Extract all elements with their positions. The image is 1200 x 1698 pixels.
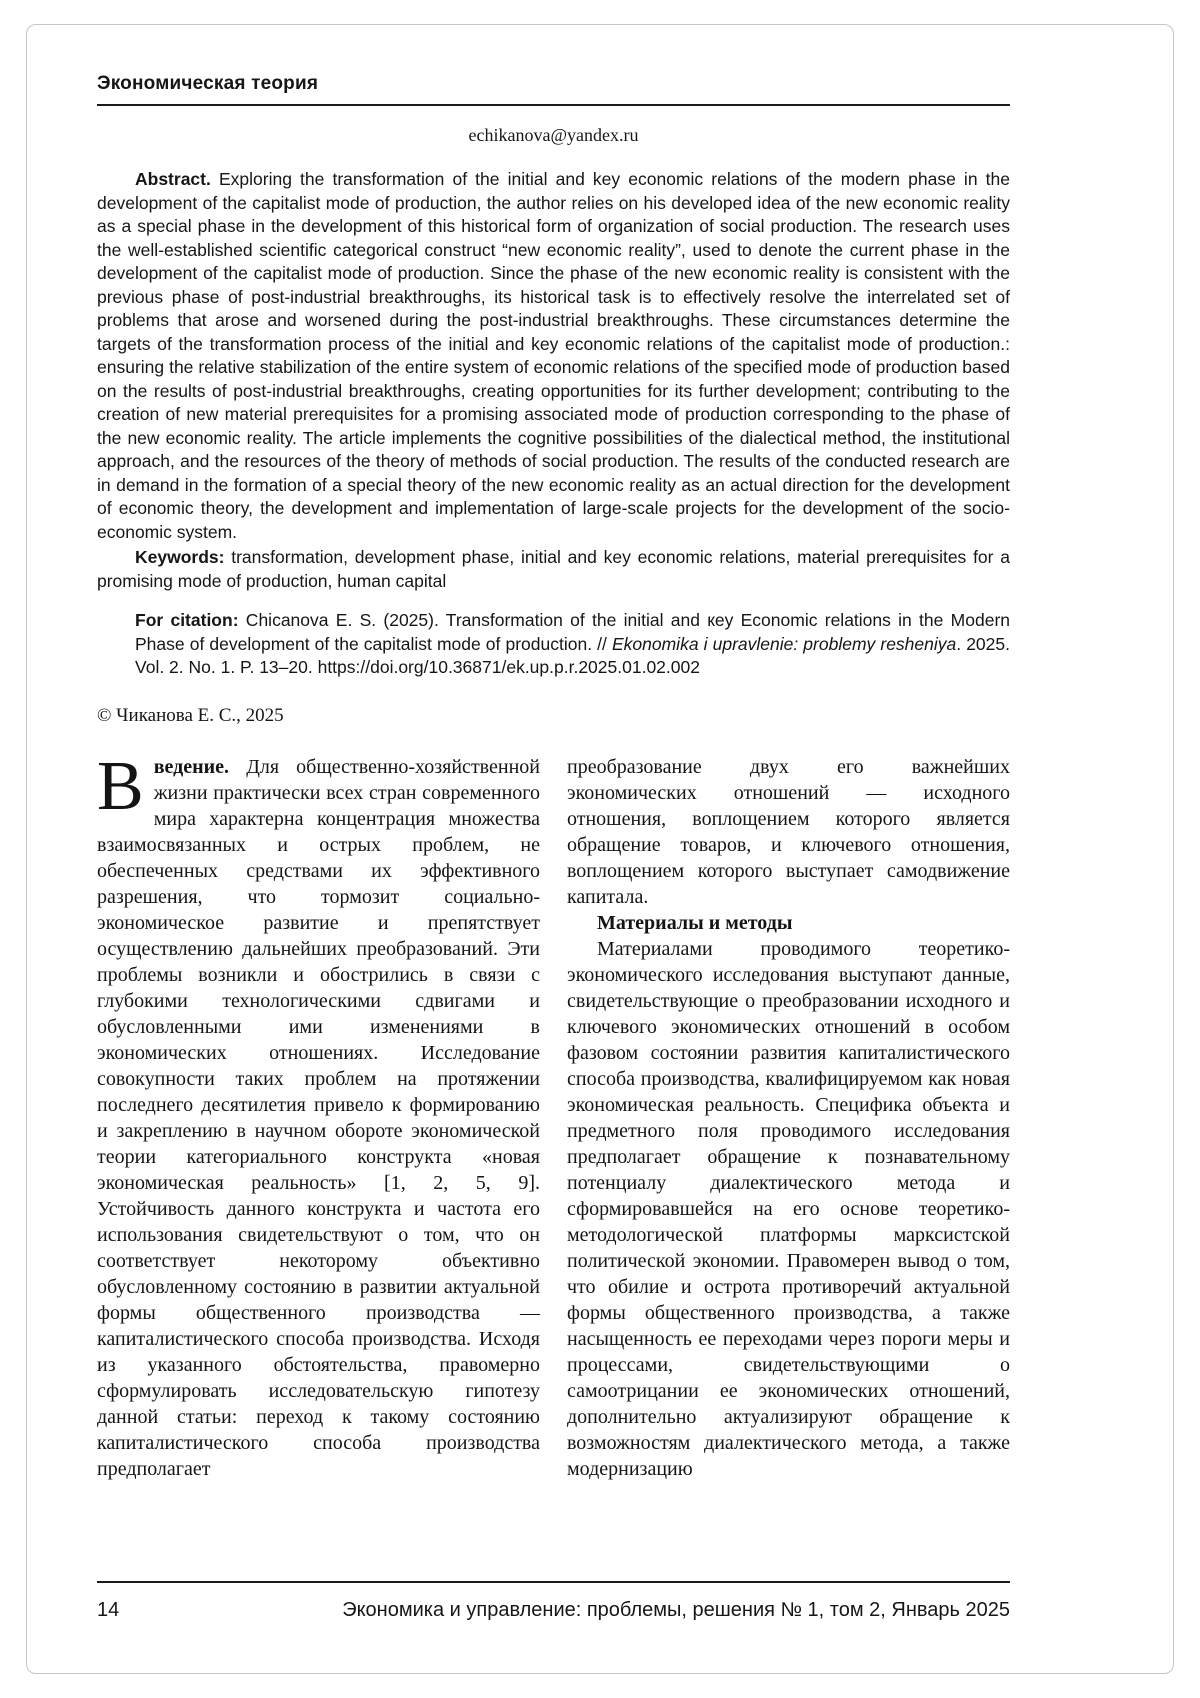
citation-label: For citation: (135, 610, 239, 630)
materials-methods-paragraph: Материалами проводимого теоретико-экономического исследования выступают данные, свидетельствующие о преобразовании исходного и ключевого экономических отношений в особом фазовом состоянии развития капиталистического способа производства, квалифицируемом как новая экономическая реальность. Специфика объекта и предметного поля проводимого исследования предполагает обращение к познавательному потенциалу диалектического метода и сформировавшейся на его основе теоретико-методологической платформы марксистской политической экономии. Правомерен вывод о том, что обилие и острота противоречий актуальной формы общественного производства, а также насыщенность ее переходами через пороги меры и процессами, свидетельствующими о самоотрицании ее экономических отношений, дополнительно актуализируют обращение к возможностям диалектического метода, а также модернизацию (567, 937, 1010, 1480)
continuation-paragraph: преобразование двух его важнейших экономических отношений — исходного отношения, воплощением которого является обращение товаров, и ключевого отношения, воплощением которого выступает самодвижение капитала. (567, 755, 1010, 908)
page-footer (97, 1581, 1010, 1622)
intro-lead: ведение. (153, 755, 230, 778)
two-column-body (97, 747, 1010, 1482)
copyright-line: © Чиканова Е. С., 2025 (97, 704, 284, 726)
keywords-paragraph (97, 546, 1010, 593)
footer-line (97, 1583, 1010, 1622)
abstract-text: Exploring the transformation of the initial and key economic relations of the modern phase in the development of the capitalist mode of production, the author relies on his developed idea of the new economic reality as a special phase in the development of this historical form of organization of social production. The research uses the well-established scientific categorical construct “new economic reality”, used to denote the current phase in the development of the capitalist mode of production. Since the phase of the new economic reality is consistent with the previous phase of post-industrial breakthroughs, its historical task is to effectively resolve the interrelated set of problems that arose and worsened during the post-industrial breakthroughs. These circumstances determine the targets of the transformation process of the initial and key economic relations of the capitalist mode of production.: ensuring the relative stabilization of the entire system of economic relations of the specified mode of production based on the results of post-industrial breakthroughs, creating opportunities for its further development; contributing to the creation of new material prerequisites for a promising associated mode of production corresponding to the phase of the new economic reality. The article implements the cognitive possibilities of the dialectical method, the institutional approach, and the resources of the theory of methods of social production. The results of the conducted research are in demand in the formation of a special theory of the new economic reality as an actual direction for the development of economic theory, the development and implementation of large-scale projects for the development of the socio-economic system. (97, 169, 1010, 542)
page-content (97, 0, 1010, 1482)
left-column (97, 747, 540, 1482)
author-email: echikanova@yandex.ru (468, 125, 639, 145)
citation-block (135, 609, 1010, 680)
drop-cap: В (97, 747, 144, 825)
citation-journal-italic: Ekonomika i upravlenie: problemy resheniya (611, 633, 957, 654)
citation-text-before: Chicanova E. S. (2025). Transformation of the initial and кey Economic relations in the Modern Phase of development of the capitalist mode of production. // (135, 610, 1010, 654)
keywords-text: transformation, development phase, initial and key economic relations, material prerequisites for a promising mode of production, human capital (97, 547, 1010, 591)
intro-text: Для общественно-хозяйственной жизни практически всех стран современного мира характерна концентрация множества взаимосвязанных и острых проблем, не обеспеченных средствами их эффективного разрешения, что тормозит социально-экономическое развитие и препятствует осуществлению дальнейших преобразований. Эти проблемы возникли и обострились в связи с глубокими технологическими сдвигами и обусловленными ими изменениями в экономических отношениях. Исследование совокупности таких проблем на протяжении последнего десятилетия привело к формированию и закреплению в научном обороте экономической теории категориального конструкта «новая экономическая реальность» [1, 2, 5, 9]. Устойчивость данного конструкта и частота его использования свидетельствуют о том, что он соответствует некоторому объективно обусловленному состоянию в развитии актуальной формы общественного производства — капиталистического способа производства. Исходя из указанного обстоятельства, правомерно сформулировать исследовательскую гипотезу данной статьи: переход к такому состоянию капиталистического способа производства предполагает (97, 755, 540, 1480)
right-column (567, 754, 1010, 1482)
abstract-label: Abstract. (135, 169, 211, 189)
abstract-paragraph (97, 168, 1010, 544)
keywords-label: Keywords: (135, 547, 225, 567)
section-heading-materials-methods: Материалы и методы (597, 911, 793, 934)
running-head: Экономическая теория (97, 73, 319, 94)
intro-paragraph (97, 747, 540, 1482)
header-rule (97, 104, 1010, 106)
journal-footer-title: Экономика и управление: проблемы, решения № 1, том 2, Январь 2025 (342, 1599, 1010, 1621)
citation-text-after: . 2025. Vol. 2. No. 1. P. 13–20. https://doi.org/10.36871/ek.up.p.r.2025.01.02.002 (135, 633, 1010, 677)
page-number: 14 (97, 1599, 120, 1621)
